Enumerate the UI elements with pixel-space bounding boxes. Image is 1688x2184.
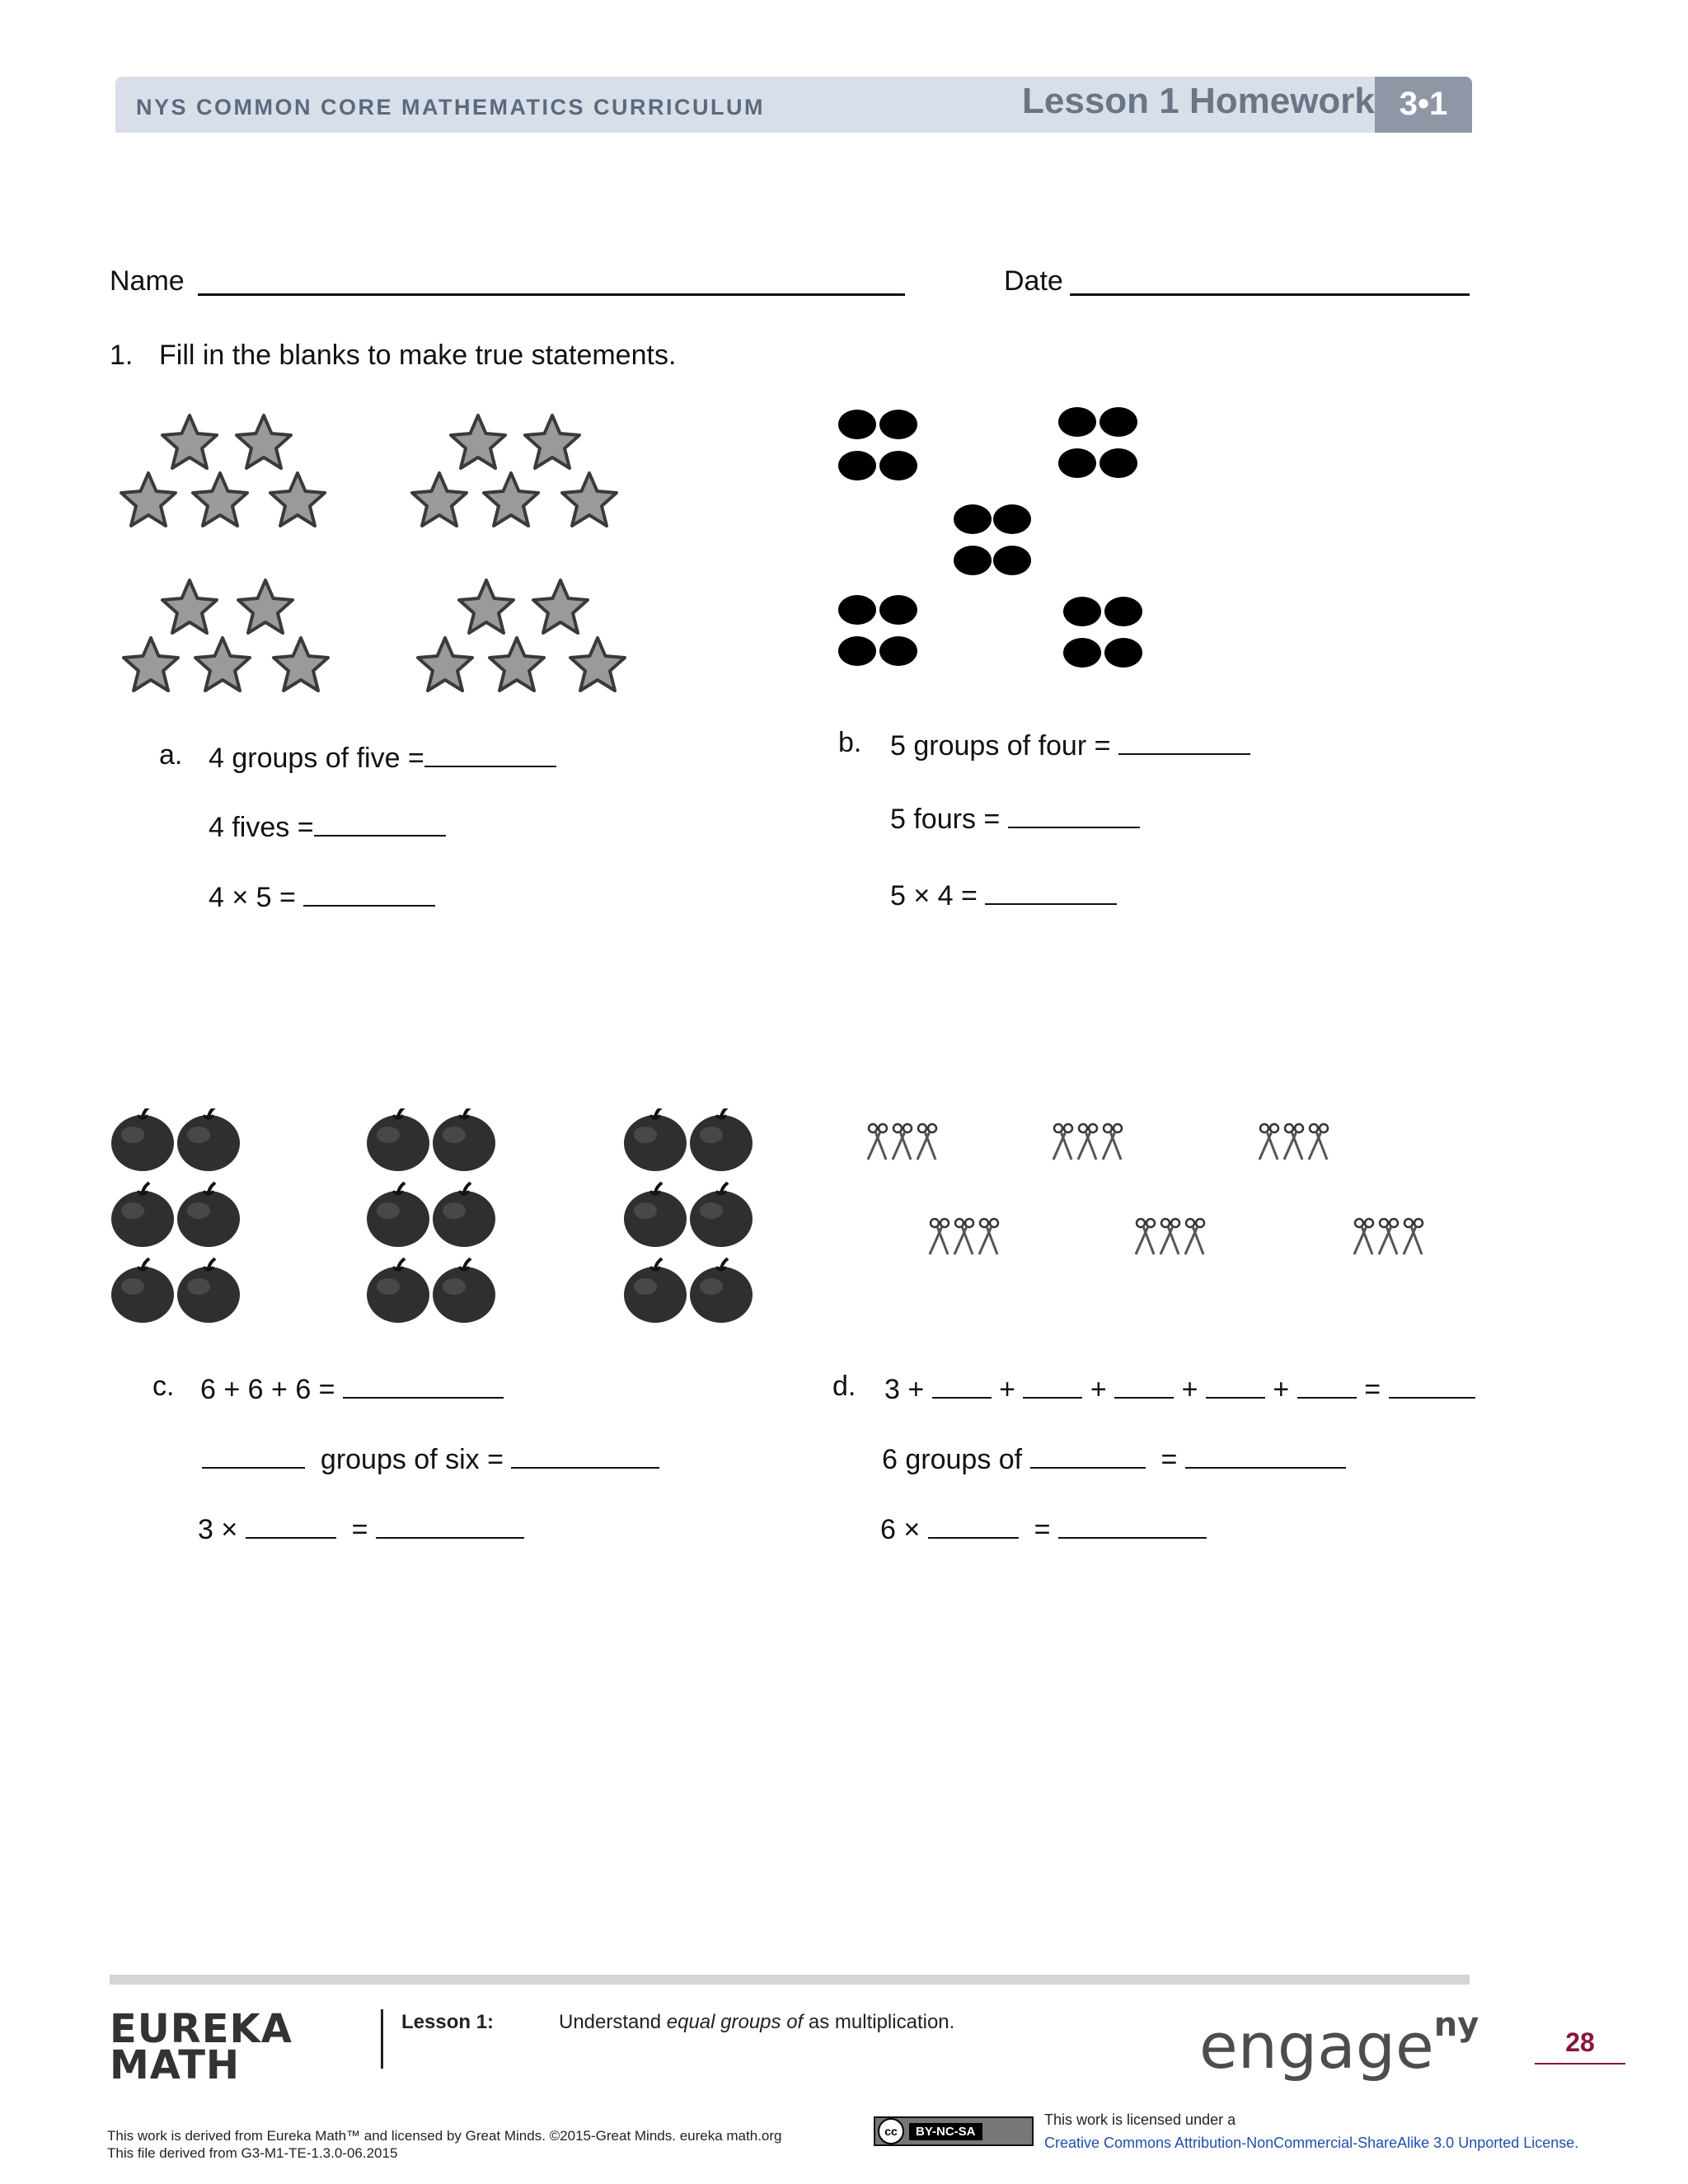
scissors-group-3 [1259,1124,1328,1160]
scissors-icon [868,1124,887,1160]
star-group-2 [412,415,617,526]
part-a-line3: 4 × 5 = [209,879,435,914]
star-icon [525,415,579,468]
date-field[interactable] [1070,293,1470,296]
part-d-sum[interactable] [1389,1371,1475,1399]
apple-icon [367,1108,429,1171]
apples-picture [107,1108,767,1331]
scissors-icon [1078,1124,1097,1160]
part-d-line3: 6 × = [880,1511,1207,1546]
part-b-letter: b. [838,727,862,758]
scissors-icon [1185,1219,1204,1254]
scissors-icon [1103,1124,1122,1160]
part-d-addend4[interactable] [1206,1371,1265,1399]
apple-icon [690,1183,753,1247]
part-b-line3: 5 × 4 = [890,877,1117,912]
part-b-answer1[interactable] [1118,727,1250,755]
scissors-icon [1354,1219,1373,1254]
star-icon [490,638,544,691]
apple-icon [433,1258,495,1323]
part-c-line1: 6 + 6 + 6 = [200,1371,504,1406]
apple-icon [367,1183,429,1247]
part-b-answer3[interactable] [985,877,1117,905]
star-icon [124,638,178,691]
scissors-icon [893,1124,912,1160]
star-group-3 [124,580,328,691]
dots-picture [832,404,1162,692]
part-c-line3: 3 × = [198,1511,524,1546]
star-icon [238,580,293,633]
apple-icon [111,1108,174,1171]
scissors-icon [979,1219,998,1254]
apple-icon [177,1183,240,1247]
cc-license-badge[interactable]: cc BY-NC-SA [874,2116,1034,2146]
apple-group-2 [367,1108,495,1323]
star-icon [237,415,291,468]
scissors-group-2 [1053,1124,1122,1160]
license-line-1: This work is licensed under a [1044,2111,1236,2128]
dot-group-1 [838,410,917,480]
part-b-answer2[interactable] [1008,800,1140,828]
part-d-addend2[interactable] [1023,1371,1082,1399]
license-link[interactable]: Creative Commons Attribution-NonCommercial-ShareAlike 3.0 Unported License. [1044,2135,1579,2151]
scissors-icon [1404,1219,1423,1254]
part-b-line1: 5 groups of four = [890,727,1250,762]
part-d-addend1[interactable] [932,1371,992,1399]
scissors-icon [1309,1124,1328,1160]
part-c-line2: groups of six = [202,1441,659,1476]
footer-rule [110,1975,1470,1985]
footer-lesson-description: Understand equal groups of as multiplication. [559,2011,955,2033]
part-c-answer2[interactable] [511,1441,659,1469]
star-icon [451,415,505,468]
part-c-factor-blank[interactable] [246,1511,336,1539]
star-icon [162,580,217,633]
scissors-icon [1136,1219,1155,1254]
star-icon [570,638,625,691]
apple-icon [433,1183,495,1247]
scissors-group-6 [1354,1219,1423,1254]
part-d-line1: 3 + + + + + = [884,1371,1475,1406]
page-number: 28 [1535,2027,1625,2064]
dot-group-4 [838,595,917,666]
apple-group-3 [624,1108,753,1323]
star-icon [562,473,617,526]
part-d-addend3[interactable] [1114,1371,1174,1399]
part-c-answer3[interactable] [376,1511,524,1539]
star-icon [484,473,538,526]
question-number: 1. [110,340,134,371]
star-icon [195,638,250,691]
apple-icon [367,1258,429,1323]
scissors-icon [930,1219,949,1254]
part-d-letter: d. [832,1371,856,1402]
question-instruction: Fill in the blanks to make true statements. [159,340,677,371]
dot-group-2 [1058,407,1137,478]
part-d-answer3[interactable] [1058,1511,1207,1539]
scissors-picture [849,1104,1475,1277]
scissors-group-5 [1136,1219,1204,1254]
part-d-factor-blank[interactable] [928,1511,1019,1539]
stars-picture [111,404,639,701]
engageny-logo: engage$^{ny}$ [1199,2006,1479,2083]
part-d-addend5[interactable] [1297,1371,1357,1399]
eureka-math-logo: EUREKA MATH [110,2006,293,2088]
apple-group-1 [111,1108,240,1323]
apple-icon [690,1258,753,1323]
part-a-answer3[interactable] [303,879,435,907]
part-b-line2: 5 fours = [890,800,1140,836]
lesson-title: Lesson 1 Homework [1022,81,1375,121]
name-field[interactable] [198,293,905,296]
scissors-group-1 [868,1124,936,1160]
star-icon [193,473,247,526]
apple-icon [690,1108,753,1171]
scissors-icon [1053,1124,1072,1160]
credit-line-1: This work is derived from Eureka Math™ and licensed by Great Minds. ©2015-Great Minds. eureka math.org [107,2128,782,2144]
apple-icon [624,1183,687,1247]
module-badge: 3•1 [1375,77,1472,133]
apple-icon [624,1108,687,1171]
credit-line-2: This file derived from G3-M1-TE-1.3.0-06.2015 [107,2145,398,2161]
apple-icon [624,1258,687,1323]
scissors-icon [1259,1124,1278,1160]
date-label: Date [1004,265,1063,297]
scissors-icon [917,1124,936,1160]
star-icon [459,580,513,633]
curriculum-title: NYS COMMON CORE MATHEMATICS CURRICULUM [136,95,765,120]
part-a-answer1[interactable] [424,739,556,767]
part-a-letter: a. [159,739,183,771]
scissors-icon [1284,1124,1303,1160]
scissors-group-4 [930,1219,998,1254]
star-icon [533,580,588,633]
part-c-answer1[interactable] [343,1371,504,1399]
name-label: Name [110,265,185,297]
footer-lesson-label: Lesson 1: [401,2011,495,2033]
apple-icon [111,1258,174,1323]
part-a-line1: 4 groups of five = [209,739,556,775]
part-c-groups-blank[interactable] [202,1441,305,1469]
star-group-4 [418,580,625,691]
star-icon [121,473,176,526]
part-a-line2: 4 fives = [209,808,446,844]
scissors-icon [954,1219,973,1254]
part-a-answer2[interactable] [314,808,446,837]
dot-group-3 [954,504,1031,575]
apple-icon [433,1108,495,1171]
part-d-line2: 6 groups of = [882,1441,1346,1476]
star-icon [418,638,472,691]
scissors-icon [1379,1219,1398,1254]
part-d-group-size[interactable] [1030,1441,1146,1469]
apple-icon [111,1183,174,1247]
part-c-letter: c. [152,1371,175,1402]
part-d-answer2[interactable] [1185,1441,1346,1469]
star-icon [270,473,325,526]
footer-divider [381,2009,383,2069]
scissors-icon [1160,1219,1179,1254]
cc-icon: cc [878,2118,904,2144]
apple-icon [177,1258,240,1323]
dot-group-5 [1063,597,1142,668]
star-icon [412,473,467,526]
apple-icon [177,1108,240,1171]
star-icon [274,638,328,691]
star-group-1 [121,415,325,526]
star-icon [162,415,217,468]
